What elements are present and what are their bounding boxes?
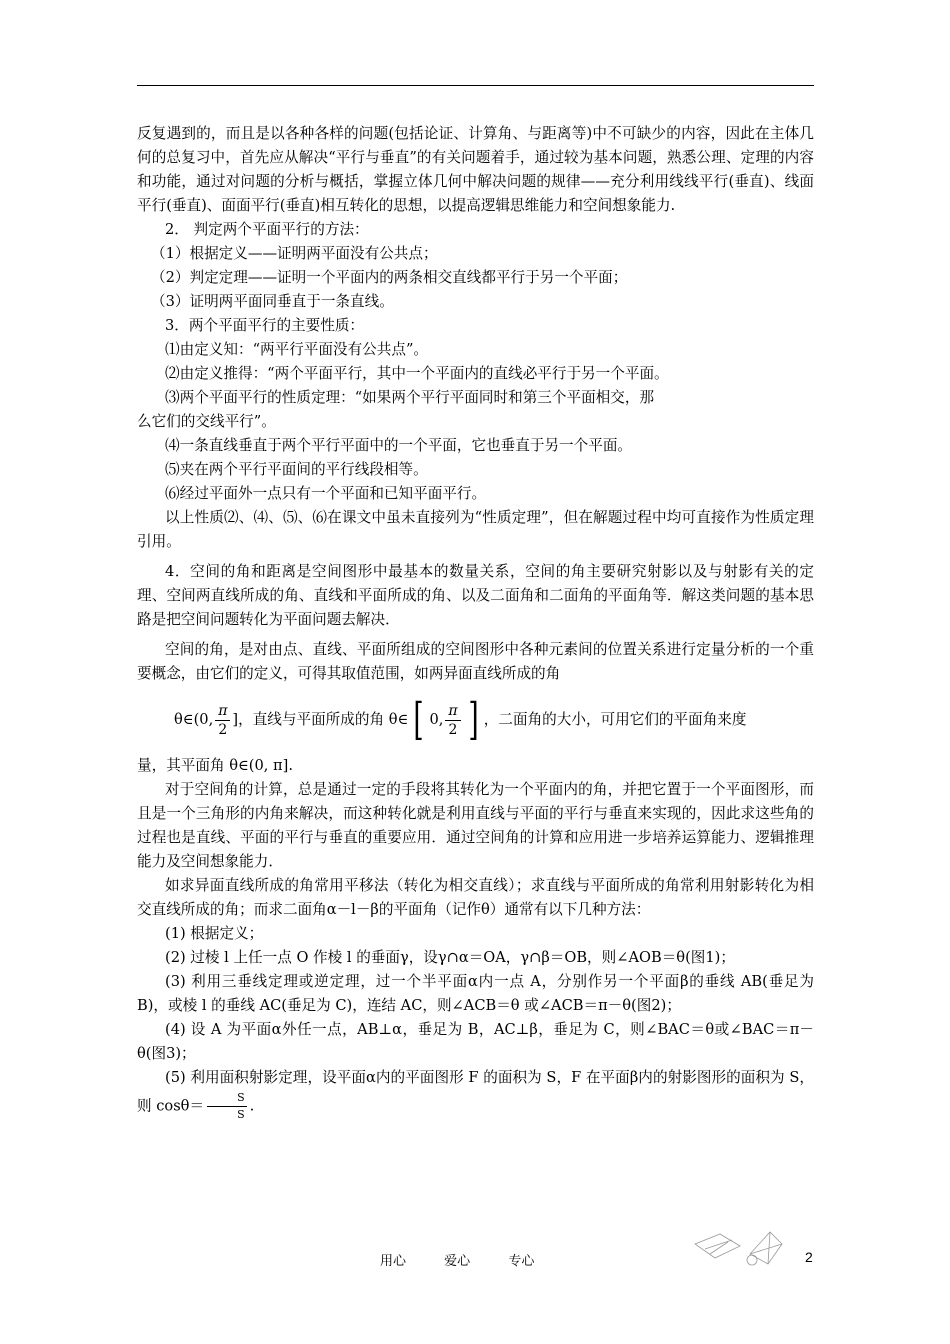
interval-zero: 0, (429, 711, 444, 728)
plane-angle-range: 量，其平面角 θ∈(0, π]. (137, 757, 293, 774)
formula-part-2: ]，直线与平面所成的角 θ∈ (232, 711, 409, 728)
section-3-item-3b: 么它们的交线平行”。 (137, 413, 276, 430)
header-rule (137, 85, 814, 86)
footer-slogan (380, 1250, 568, 1269)
method-5 (137, 1066, 814, 1123)
fraction-denominator: 2 (218, 721, 228, 738)
geometry-decoration-icon (690, 1224, 790, 1274)
cos-fraction-numerator: S (207, 1090, 247, 1107)
method-3: (3) 利用三垂线定理或逆定理，过一个半平面α内一点 A，分别作另一个平面β的垂线 AB(垂足为 B)，或棱 l 的垂线 AC(垂足为 C)，连结 AC，则∠ACB＝θ 或∠ACB＝π－θ(图2)； (137, 973, 814, 1014)
section-3-note: 以上性质⑵、⑷、⑸、⑹在课文中虽未直接列为“性质定理”，但在解题过程中均可直接作为性质定理引用。 (137, 509, 814, 550)
section-3-item-1: ⑴由定义知：“两平行平面没有公共点”。 (165, 341, 429, 358)
paragraph-intro: 反复遇到的，而且是以各种各样的问题(包括论证、计算角、与距离等)中不可缺少的内容，因此在主体几何的总复习中，首先应从解决“平行与垂直”的有关问题着手，通过较为基本问题，熟悉公理、定理的内容和功能，通过对问题的分析与概括，掌握立体几何中解决问题的规律——充分利用线线平行(垂直)、线面平行(垂直)、面面平行(垂直)相互转化的思想，以提高逻辑思维能力和空间想象能力. (137, 125, 814, 214)
right-bracket: ] (468, 694, 479, 745)
section-4: 4．空间的角和距离是空间图形中最基本的数量关系，空间的角主要研究射影以及与射影有关的定理、空间两直线所成的角、直线和平面所成的角、以及二面角和二面角的平面角等．解这类问题的基本思路是把空间问题转化为平面问题去解决． (137, 563, 814, 628)
angle-computation: 对于空间角的计算，总是通过一定的手段将其转化为一个平面内的角，并把它置于一个平面图形，而且是一个三角形的内角来解决，而这种转化就是利用直线与平面的平行与垂直来实现的，因此求这些角的过程也是直线、平面的平行与垂直的重要应用．通过空间角的计算和应用进一步培养运算能力、逻辑推理能力及空间想象能力． (137, 781, 814, 870)
section-3-item-3a: ⑶两个平面平行的性质定理：“如果两个平行平面同时和第三个平面相交，那 (165, 389, 655, 406)
cos-fraction (207, 1090, 247, 1123)
left-bracket: [ (413, 694, 425, 745)
formula-part-3: ，二面角的大小，可用它们的平面角来度 (483, 711, 747, 728)
method-2: (2) 过棱 l 上任一点 O 作棱 l 的垂面γ，设γ∩α＝OA，γ∩β＝OB，则∠AOB＝θ(图1)； (165, 949, 735, 966)
section-3-item-2: ⑵由定义推得：“两个平面平行，其中一个平面内的直线必平行于另一个平面。 (165, 365, 669, 382)
document-body (137, 122, 814, 1123)
method-4: (4) 设 A 为平面α外任一点，AB⊥α，垂足为 B，AC⊥β，垂足为 C，则∠BAC＝θ或∠BAC＝π－θ(图3)； (137, 1021, 814, 1062)
section-3-item-5: ⑸夹在两个平行平面间的平行线段相等。 (165, 461, 428, 478)
section-2-item-1: （1）根据定义——证明两平面没有公共点； (151, 245, 438, 262)
cos-fraction-end: . (249, 1097, 255, 1115)
formula-part-1: θ∈(0, (174, 711, 214, 728)
section-2-title: 2． 判定两个平面平行的方法： (165, 221, 369, 238)
section-3-item-4: ⑷一条直线垂直于两个平行平面中的一个平面，它也垂直于另一个平面。 (165, 437, 633, 454)
section-3-title: 3．两个平面平行的主要性质： (165, 317, 365, 334)
fraction-numerator: π (215, 702, 230, 721)
method-5-text: (5) 利用面积射影定理，设平面α内的平面图形 F 的面积为 S，F 在平面β内的射影图形的面积为 S，则 cosθ＝ (137, 1069, 814, 1115)
section-3-item-6: ⑹经过平面外一点只有一个平面和已知平面平行。 (165, 485, 487, 502)
fraction-numerator-2: π (445, 702, 460, 721)
pi-over-two-fraction (215, 702, 230, 739)
footer-item-1: 用心 (380, 1254, 407, 1269)
angles-intro: 空间的角，是对由点、直线、平面所组成的空间图形中各种元素间的位置关系进行定量分析的一个重要概念，由它们的定义，可得其取值范围，如两异面直线所成的角 (137, 641, 814, 682)
page-number: 2 (805, 1249, 813, 1265)
angle-range-formula (137, 692, 814, 748)
section-2-item-3: （3）证明两平面同垂直于一条直线。 (151, 293, 394, 310)
section-2-item-2: （2）判定定理——证明一个平面内的两条相交直线都平行于另一个平面； (151, 269, 628, 286)
pi-over-two-fraction-2 (445, 702, 460, 739)
cos-fraction-denominator: S (237, 1108, 245, 1121)
footer-item-2: 爱心 (444, 1254, 471, 1269)
fraction-denominator-2: 2 (448, 721, 458, 738)
footer-item-3: 专心 (508, 1254, 535, 1269)
method-1: (1) 根据定义； (165, 925, 264, 942)
methods-intro: 如求异面直线所成的角常用平移法（转化为相交直线）；求直线与平面所成的角常利用射影转化为相交直线所成的角；而求二面角α－l－β的平面角（记作θ）通常有以下几种方法： (137, 877, 814, 918)
